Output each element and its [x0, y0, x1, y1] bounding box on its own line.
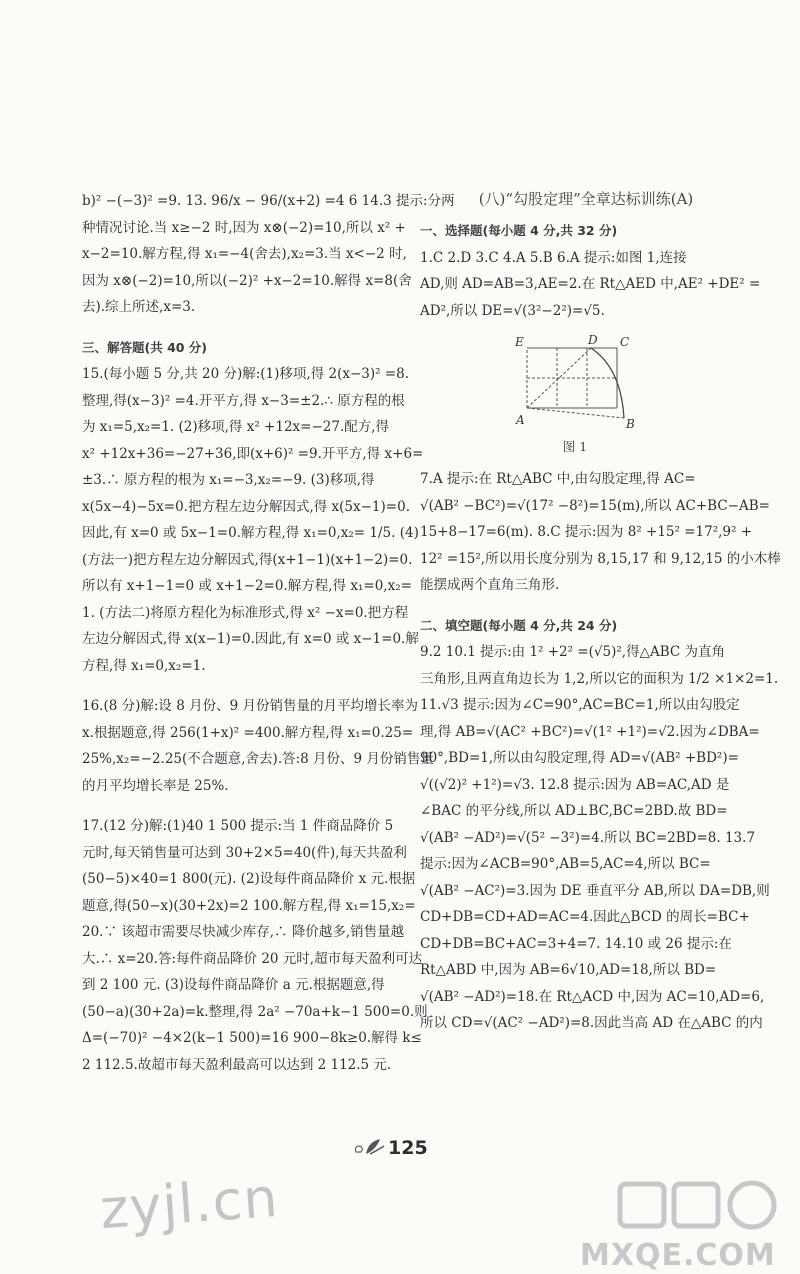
text-line: √((√2)² +1²)=√3. 12.8 提示:因为 AB=AC,AD 是 [420, 776, 730, 793]
text-line: 1.C 2.D 3.C 4.A 5.B 6.A 提示:如图 1,连接 [420, 249, 687, 266]
text-line: 15.(每小题 5 分,共 20 分)解:(1)移项,得 2(x−3)² =8. [82, 366, 410, 382]
text-line: 11.√3 提示:因为∠C=90°,AC=BC=1,所以由勾股定 [420, 697, 740, 713]
text-line: (50−a)(30+2a)=k.整理,得 2a² −70a+k−1 500=0.则 [82, 1003, 428, 1020]
text-line: CD+DB=BC+AC=3+4=7. 14.10 或 26 提示:在 [420, 935, 732, 952]
section-heading-choice: 一、选择题(每小题 4 分,共 32 分) [420, 223, 618, 238]
text-line: 7.A 提示:在 Rt△ABC 中,由勾股定理,得 AC= [420, 471, 696, 487]
text-line: 去).综上所述,x=3. [82, 299, 196, 315]
leaf-ornament-icon [352, 1136, 386, 1158]
label-e: E [515, 335, 524, 349]
label-a: A [516, 413, 525, 427]
text-line: b)² −(−3)² =9. 13. 96/x − 96/(x+2) =4 6 14.3 提示:分两 [82, 193, 455, 209]
text-line: 25%,x₂=−2.25(不合题意,舍去).答:8 月份、9 月份销售量 [82, 751, 434, 767]
text-line: ∠BAC 的平分线,所以 AD⊥BC,BC=2BD.故 BD= [420, 803, 728, 819]
section-heading-fill: 二、填空题(每小题 4 分,共 24 分) [420, 617, 618, 633]
geometry-diagram [500, 334, 650, 432]
left-column [82, 188, 455, 1078]
figure-caption: 图 1 [562, 439, 588, 454]
answers-1-6 [420, 245, 761, 325]
text-line: Rt△ABD 中,因为 AB=6√10,AD=18,所以 BD= [420, 962, 717, 978]
text-line: Δ=(−70)² −4×2(k−1 500)=16 900−8k≥0.解得 k≤ [82, 1030, 422, 1046]
text-line: 1. (方法二)将原方程化为标准形式,得 x² −x=0.把方程 [82, 604, 409, 621]
answers-12-14 [82, 188, 455, 321]
text-line: AD,则 AD=AB=3,AE=2.在 Rt△AED 中,AE² +DE² = [420, 276, 761, 292]
text-line: 理,得 AB=√(AC² +BC²)=√(1² +1²)=√2.因为∠DBA= [420, 723, 760, 740]
text-line: x(5x−4)−5x=0.把方程左边分解因式,得 x(5x−1)=0. [82, 498, 410, 515]
watermark-logo-icon [614, 1176, 784, 1234]
text-line: (方法一)把方程左边分解因式,得(x+1−1)(x+1−2)=0. [82, 551, 413, 568]
page-number: 125 [388, 1137, 428, 1159]
text-line: √(AB² −AD²)=√(5² −3²)=4.所以 BC=2BD=8. 13.7 [420, 829, 756, 846]
text-line: 12² =15²,所以用长度分别为 8,15,17 和 9,12,15 的小木棒 [420, 550, 781, 567]
answer-16 [82, 693, 434, 799]
text-line: 因为 x⊗(−2)=10,所以(−2)² +x−2=10.解得 x=8(舍 [82, 272, 412, 289]
text-line: 因此,有 x=0 或 5x−1=0.解方程,得 x₁=0,x₂= 1/5. (4) [82, 525, 419, 541]
text-line: 所以 CD=√(AC² −AD²)=8.因此当高 AD 在△ABC 的内 [420, 1015, 763, 1031]
answers-9-14 [420, 639, 779, 1037]
text-line: (50−5)×40=1 800(元). (2)设每件商品降价 x 元.根据 [82, 871, 416, 887]
text-line: x−2=10.解方程,得 x₁=−4(舍去),x₂=3.当 x<−2 时, [82, 246, 407, 262]
text-line: 20.∵ 该超市需要尽快减少库存,∴ 降价越多,销售量越 [82, 924, 405, 940]
label-d: D [588, 333, 598, 347]
watermark-left: zyjl.cn [98, 1165, 281, 1242]
text-line: 90°,BD=1,所以由勾股定理,得 AD=√(AB² +BD²)= [420, 750, 739, 766]
text-line: 17.(12 分)解:(1)40 1 500 提示:当 1 件商品降价 5 [82, 818, 394, 834]
text-line: 提示:因为∠ACB=90°,AB=5,AC=4,所以 BC= [420, 856, 711, 872]
text-line: AD²,所以 DE=√(3²−2²)=√5. [420, 302, 605, 319]
text-line: 三角形,且两直角边长为 1,2,所以它的面积为 1/2 ×1×2=1. [420, 670, 779, 687]
text-line: √(AB² −BC²)=√(17² −8²)=15(m),所以 AC+BC−AB= [420, 497, 770, 514]
label-b: B [626, 417, 635, 431]
text-line: CD+DB=CD+AD=AC=4.因此△BCD 的周长=BC+ [420, 909, 750, 925]
text-line: 所以有 x+1−1=0 或 x+1−2=0.解方程,得 x₁=0,x₂= [82, 578, 412, 594]
text-line: 整理,得(x−3)² =4.开平方,得 x−3=±2.∴ 原方程的根 [82, 392, 405, 409]
text-line: 16.(8 分)解:设 8 月份、9 月份销售量的月平均增长率为 [82, 698, 418, 714]
text-line: √(AB² −AC²)=3.因为 DE 垂直平分 AB,所以 DA=DB,则 [420, 882, 770, 899]
text-line: x² +12x+36=−27+36,即(x+6)² =9.开平方,得 x+6= [82, 445, 424, 462]
text-line: 种情况讨论.当 x≥−2 时,因为 x⊗(−2)=10,所以 x² + [82, 219, 406, 236]
answers-7-8 [420, 466, 781, 599]
watermark-right: MXQE.COM [580, 1238, 776, 1273]
text-line: 15+8−17=6(m). 8.C 提示:因为 8² +15² =17²,9² + [420, 524, 753, 540]
text-line: x.根据题意,得 256(1+x)² =400.解方程,得 x₁=0.25= [82, 724, 414, 741]
answer-17 [82, 813, 428, 1078]
text-line: √(AB² −AD²)=18.在 Rt△ACD 中,因为 AC=10,AD=6, [420, 988, 765, 1005]
text-line: 能摆成两个直角三角形. [420, 577, 560, 593]
text-line: 的月平均增长率是 25%. [82, 777, 229, 794]
answer-15 [82, 361, 424, 679]
figure-1 [500, 334, 650, 460]
exercise-title: (八)“勾股定理”全章达标训练(A) [478, 190, 694, 208]
text-line: 为 x₁=5,x₂=1. (2)移项,得 x² +12x=−27.配方,得 [82, 419, 390, 435]
section-heading-solutions: 三、解答题(共 40 分) [82, 339, 208, 355]
text-line: ±3.∴ 原方程的根为 x₁=−3,x₂=−9. (3)移项,得 [82, 472, 375, 488]
right-column [420, 188, 781, 1037]
text-line: 方程,得 x₁=0,x₂=1. [82, 657, 206, 674]
text-line: 左边分解因式,得 x(x−1)=0.因此,有 x=0 或 x−1=0.解 [82, 631, 419, 647]
text-line: 题意,得(50−x)(30+2x)=2 100.解方程,得 x₁=15,x₂= [82, 897, 416, 914]
text-line: 2 112.5.故超市每天盈利最高可以达到 2 112.5 元. [82, 1056, 392, 1073]
text-line: 大.∴ x=20.答:每件商品降价 20 元时,超市每天盈利可达 [82, 950, 423, 967]
text-line: 到 2 100 元. (3)设每件商品降价 a 元.根据题意,得 [82, 977, 385, 993]
text-line: 元时,每天销售量可达到 30+2×5=40(件),每天共盈利 [82, 844, 407, 861]
text-line: 9.2 10.1 提示:由 1² +2² =(√5)²,得△ABC 为直角 [420, 644, 726, 660]
label-c: C [620, 335, 630, 349]
